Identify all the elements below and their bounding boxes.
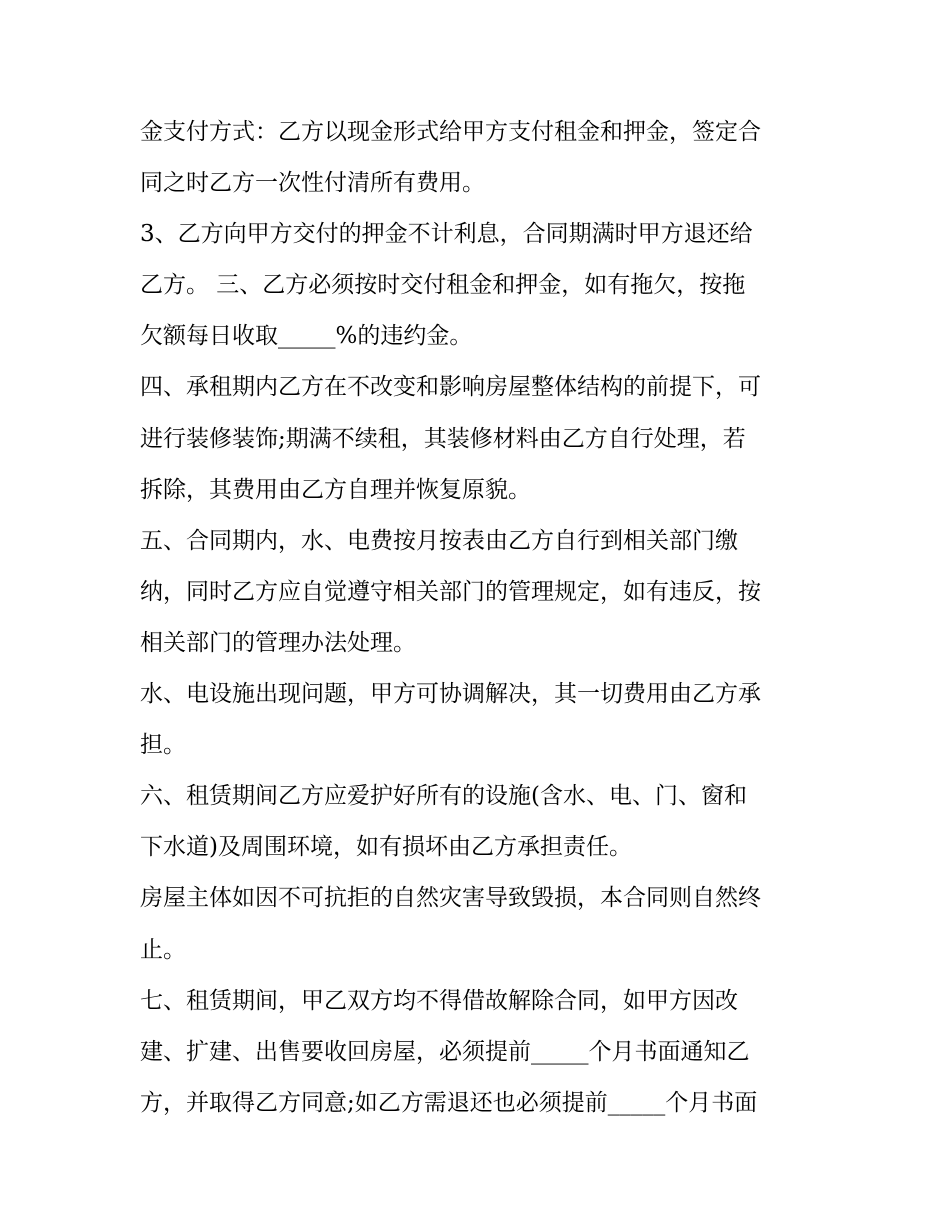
text-line: 进行装修装饰;期满不续租，其装修材料由乙方自行处理，若 [140,425,746,452]
text-line: 拆除，其费用由乙方自理并恢复原貌。 [140,476,531,503]
text-line: 相关部门的管理办法处理。 [140,629,416,656]
text-line: 七、租赁期间，甲乙双方均不得借故解除合同，如甲方因改 [140,987,738,1014]
text-line: 下水道)及周围环境，如有损坏由乙方承担责任。 [140,834,632,861]
text-line: 担。 [140,732,186,759]
contract-body-text [140,107,830,1129]
text-line: 乙方。 三、乙方必须按时交付租金和押金，如有拖欠，按拖 [140,272,746,299]
text-line: 金支付方式：乙方以现金形式给甲方支付租金和押金，签定合 [140,119,761,145]
text-line: 水、电设施出现问题，甲方可协调解决，其一切费用由乙方承 [140,681,761,708]
text-line: 欠额每日收取_____%的违约金。 [140,323,473,350]
text-line: 四、承租期内乙方在不改变和影响房屋整体结构的前提下，可 [140,374,761,401]
text-line: 3、乙方向甲方交付的押金不计利息，合同期满时甲方退还给 [140,221,753,248]
text-line: 同之时乙方一次性付清所有费用。 [140,170,485,197]
text-line: 纳，同时乙方应自觉遵守相关部门的管理规定，如有违反，按 [140,578,761,605]
text-line: 止。 [140,936,186,963]
text-line: 方，并取得乙方同意;如乙方需退还也必须提前_____个月书面 [140,1089,758,1116]
text-line: 建、扩建、出售要收回房屋，必须提前_____个月书面通知乙 [140,1038,750,1065]
text-line: 五、合同期内，水、电费按月按表由乙方自行到相关部门缴 [140,527,738,554]
text-line: 六、租赁期间乙方应爱护好所有的设施(含水、电、门、窗和 [140,783,747,810]
text-line: 房屋主体如因不可抗拒的自然灾害导致毁损，本合同则自然终 [140,885,761,912]
